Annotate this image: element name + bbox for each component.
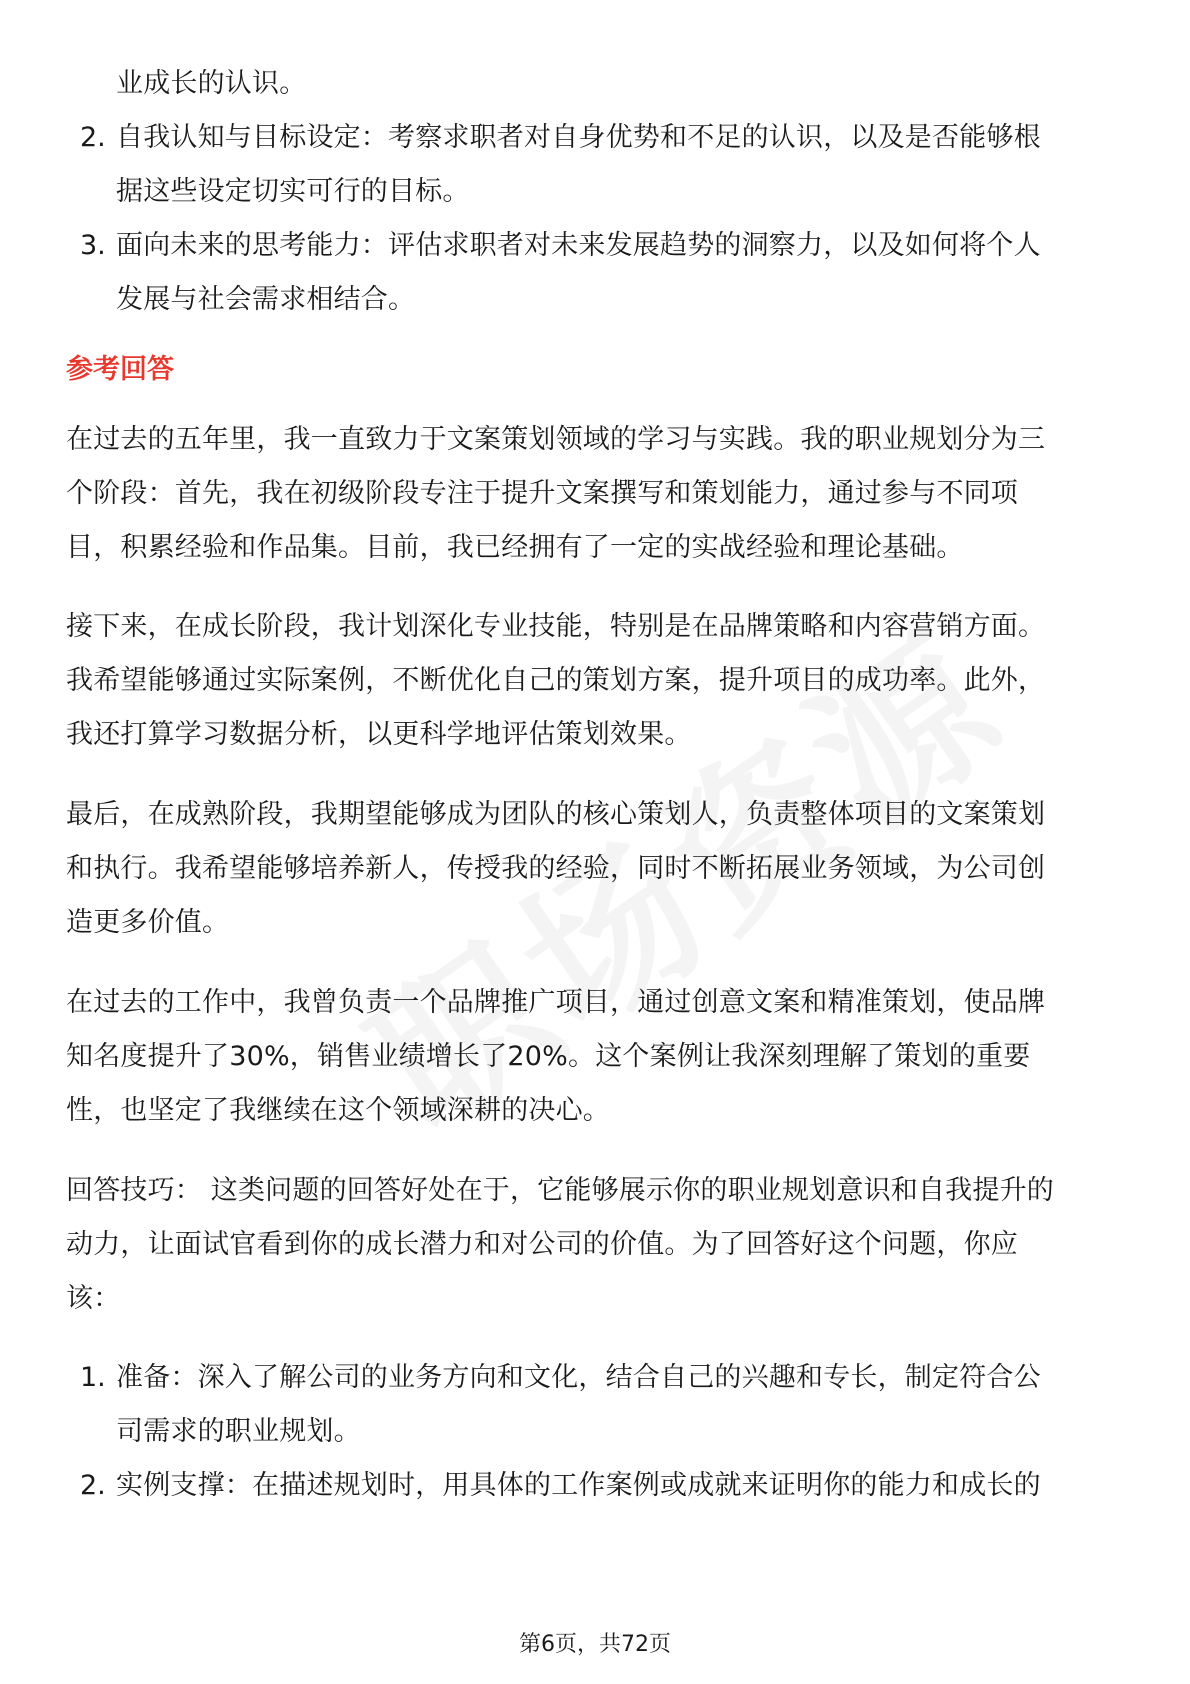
tips-item-1-line-1: 准备：深入了解公司的业务方向和文化，结合自己的兴趣和专长，制定符合公	[116, 1362, 1041, 1393]
section-heading: 参考回答	[66, 354, 174, 385]
paragraph-5-line-2: 动力，让面试官看到你的成长潜力和对公司的价值。为了回答好这个问题，你应	[66, 1229, 1018, 1260]
paragraph-4-line-1: 在过去的工作中，我曾负责一个品牌推广项目，通过创意文案和精准策划，使品牌	[66, 987, 1046, 1018]
paragraph-3-line-2: 和执行。我希望能够培养新人，传授我的经验，同时不断拓展业务领域，为公司创	[66, 853, 1046, 884]
page-number: 第6页，共72页	[519, 1632, 671, 1657]
list-item-3-line-1: 面向未来的思考能力：评估求职者对未来发展趋势的洞察力，以及如何将个人	[116, 230, 1041, 261]
paragraph-1-line-2: 个阶段：首先，我在初级阶段专注于提升文案撰写和策划能力，通过参与不同项	[66, 478, 1018, 509]
tips-item-2-number: 2.	[80, 1470, 106, 1501]
paragraph-3-line-1: 最后，在成熟阶段，我期望能够成为团队的核心策划人，负责整体项目的文案策划	[66, 799, 1046, 830]
tips-item-1-line-2: 司需求的职业规划。	[116, 1416, 361, 1447]
list-item-2-line-1: 自我认知与目标设定：考察求职者对自身优势和不足的认识，以及是否能够根	[116, 122, 1041, 153]
tips-item-2-line-1: 实例支撑：在描述规划时，用具体的工作案例或成就来证明你的能力和成长的	[116, 1470, 1041, 1501]
paragraph-1-line-3: 目，积累经验和作品集。目前，我已经拥有了一定的实战经验和理论基础。	[66, 532, 964, 563]
paragraph-5-line-3: 该：	[66, 1283, 121, 1314]
tips-item-1-number: 1.	[80, 1362, 106, 1393]
paragraph-4-line-2: 知名度提升了30%，销售业绩增长了20%。这个案例让我深刻理解了策划的重要	[66, 1041, 1031, 1072]
list-item-3-line-2: 发展与社会需求相结合。	[116, 284, 416, 315]
paragraph-3-line-3: 造更多价值。	[66, 907, 230, 938]
list-item-3-number: 3.	[80, 230, 106, 261]
paragraph-4-line-3: 性，也坚定了我继续在这个领域深耕的决心。	[66, 1095, 610, 1126]
paragraph-5-line-1: 回答技巧： 这类问题的回答好处在于，它能够展示你的职业规划意识和自我提升的	[66, 1175, 1054, 1206]
paragraph-2-line-3: 我还打算学习数据分析，以更科学地评估策划效果。	[66, 719, 692, 750]
paragraph-2-line-2: 我希望能够通过实际案例，不断优化自己的策划方案，提升项目的成功率。此外，	[66, 665, 1046, 696]
list-item-1-tail: 业成长的认识。	[116, 68, 307, 99]
paragraph-2-line-1: 接下来，在成长阶段，我计划深化专业技能，特别是在品牌策略和内容营销方面。	[66, 611, 1046, 642]
list-item-2-line-2: 据这些设定切实可行的目标。	[116, 176, 470, 207]
paragraph-1-line-1: 在过去的五年里，我一直致力于文案策划领域的学习与实践。我的职业规划分为三	[66, 424, 1046, 455]
list-item-2-number: 2.	[80, 122, 106, 153]
